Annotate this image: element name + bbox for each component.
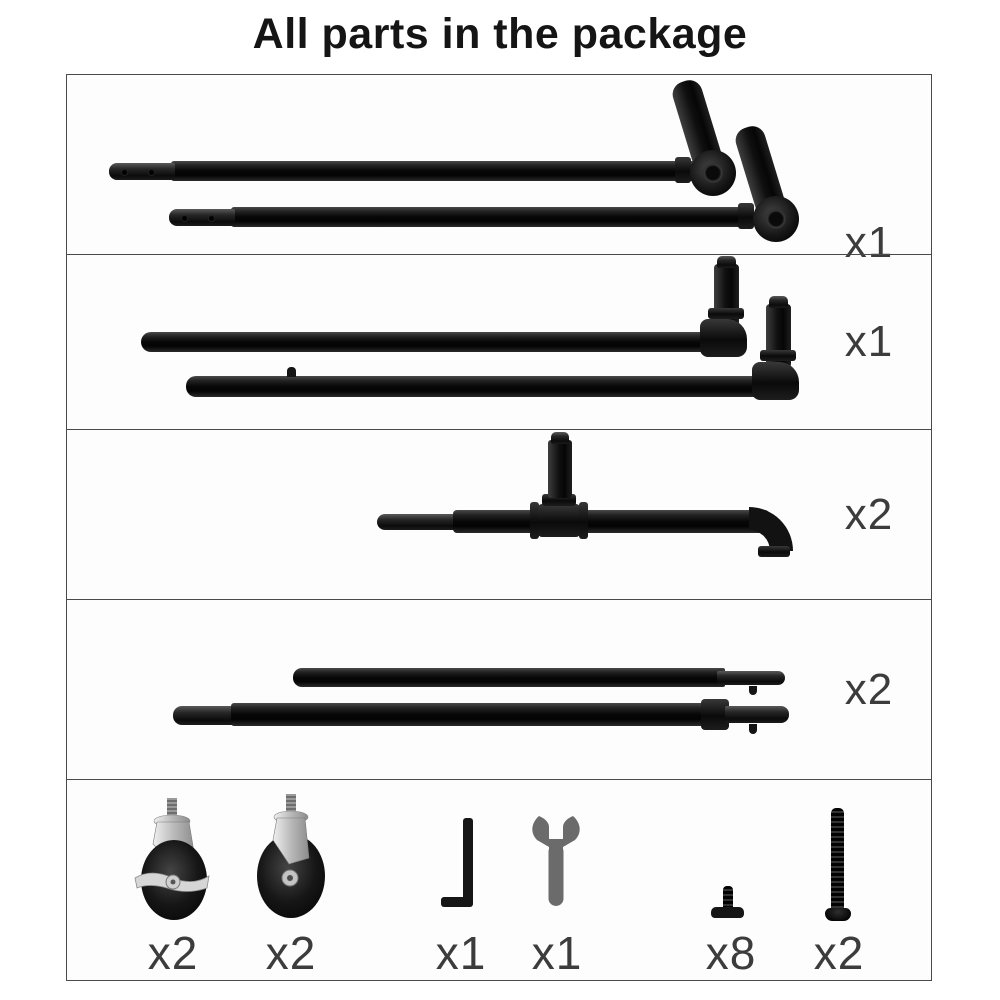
- angled-bar-2-end-cap: [169, 209, 235, 226]
- angled-bar-2-clamp: [738, 203, 754, 229]
- caster-with-brake-icon: [121, 796, 226, 926]
- angled-bar-2-pipe: [231, 207, 741, 227]
- crossbar-thin-end: [377, 514, 461, 530]
- page-title: All parts in the package: [252, 10, 748, 58]
- elbow-bar-2-stub-tip: [769, 296, 788, 308]
- pole-1-thin-end: [717, 671, 785, 685]
- crossbar-pipe: [453, 510, 769, 533]
- t-fitting-flange-right: [579, 502, 588, 539]
- qty-label: x2: [844, 490, 894, 539]
- qty-label: x1: [531, 927, 583, 979]
- angled-bar-1-end-cap: [109, 163, 175, 180]
- parts-row-angled-bars: [67, 75, 931, 267]
- qty-label: x8: [705, 927, 757, 979]
- parts-table: [66, 74, 932, 981]
- elbow-bar-2-elbow: [752, 362, 799, 400]
- angled-bar-1-hinge: [690, 150, 736, 196]
- wrench-icon: [525, 814, 587, 910]
- elbow-bar-1-collar: [708, 308, 744, 319]
- t-stub-tip: [551, 432, 569, 444]
- t-stub: [548, 440, 572, 498]
- pin-hole: [181, 215, 188, 222]
- long-bolt-head: [825, 908, 851, 921]
- pole-2-peg: [749, 724, 757, 734]
- qty-label: x1: [844, 218, 894, 267]
- qty-label: x2: [265, 927, 317, 979]
- qty-label: x2: [147, 927, 199, 979]
- hinge-bolt: [703, 163, 723, 183]
- elbow-bar-2-collar: [760, 350, 796, 361]
- elbow-bar-2-pipe: [186, 376, 772, 397]
- parts-row-hardware: [67, 779, 931, 981]
- elbow-bar-1-stub-tip: [717, 256, 736, 268]
- pole-2-pipe: [231, 703, 705, 726]
- long-bolt-shaft: [831, 808, 844, 911]
- pole-1-peg: [749, 686, 757, 695]
- crossbar-elbow-flange: [758, 546, 790, 557]
- angled-bar-1-clamp: [675, 157, 691, 183]
- qty-label: x2: [844, 665, 894, 714]
- crossbar-elbow: [749, 507, 793, 551]
- parts-row-elbow-bars: [67, 254, 931, 429]
- qty-label: x1: [844, 317, 894, 366]
- elbow-bar-2-peg: [287, 367, 296, 377]
- parts-row-t-crossbar: [67, 429, 931, 599]
- pin-hole: [148, 169, 155, 176]
- t-fitting-body: [538, 504, 580, 537]
- allen-key-foot: [441, 897, 473, 907]
- pin-hole: [208, 215, 215, 222]
- pole-2-end-cap: [173, 706, 237, 725]
- pole-2-thin-end: [725, 706, 789, 723]
- short-screw-shaft: [723, 886, 733, 909]
- hinge-bolt: [766, 209, 786, 229]
- pole-1-pipe: [293, 668, 725, 687]
- short-screw-head: [711, 907, 744, 918]
- caster-icon: [239, 794, 344, 924]
- allen-key-icon: [463, 818, 473, 906]
- qty-label: x1: [435, 927, 487, 979]
- elbow-bar-1-elbow: [700, 319, 747, 357]
- qty-label: x2: [813, 927, 865, 979]
- elbow-bar-1-pipe: [141, 332, 729, 352]
- parts-row-straight-poles: [67, 599, 931, 779]
- pin-hole: [121, 169, 128, 176]
- angled-bar-1-pipe: [171, 161, 701, 181]
- angled-bar-2-hinge: [753, 196, 799, 242]
